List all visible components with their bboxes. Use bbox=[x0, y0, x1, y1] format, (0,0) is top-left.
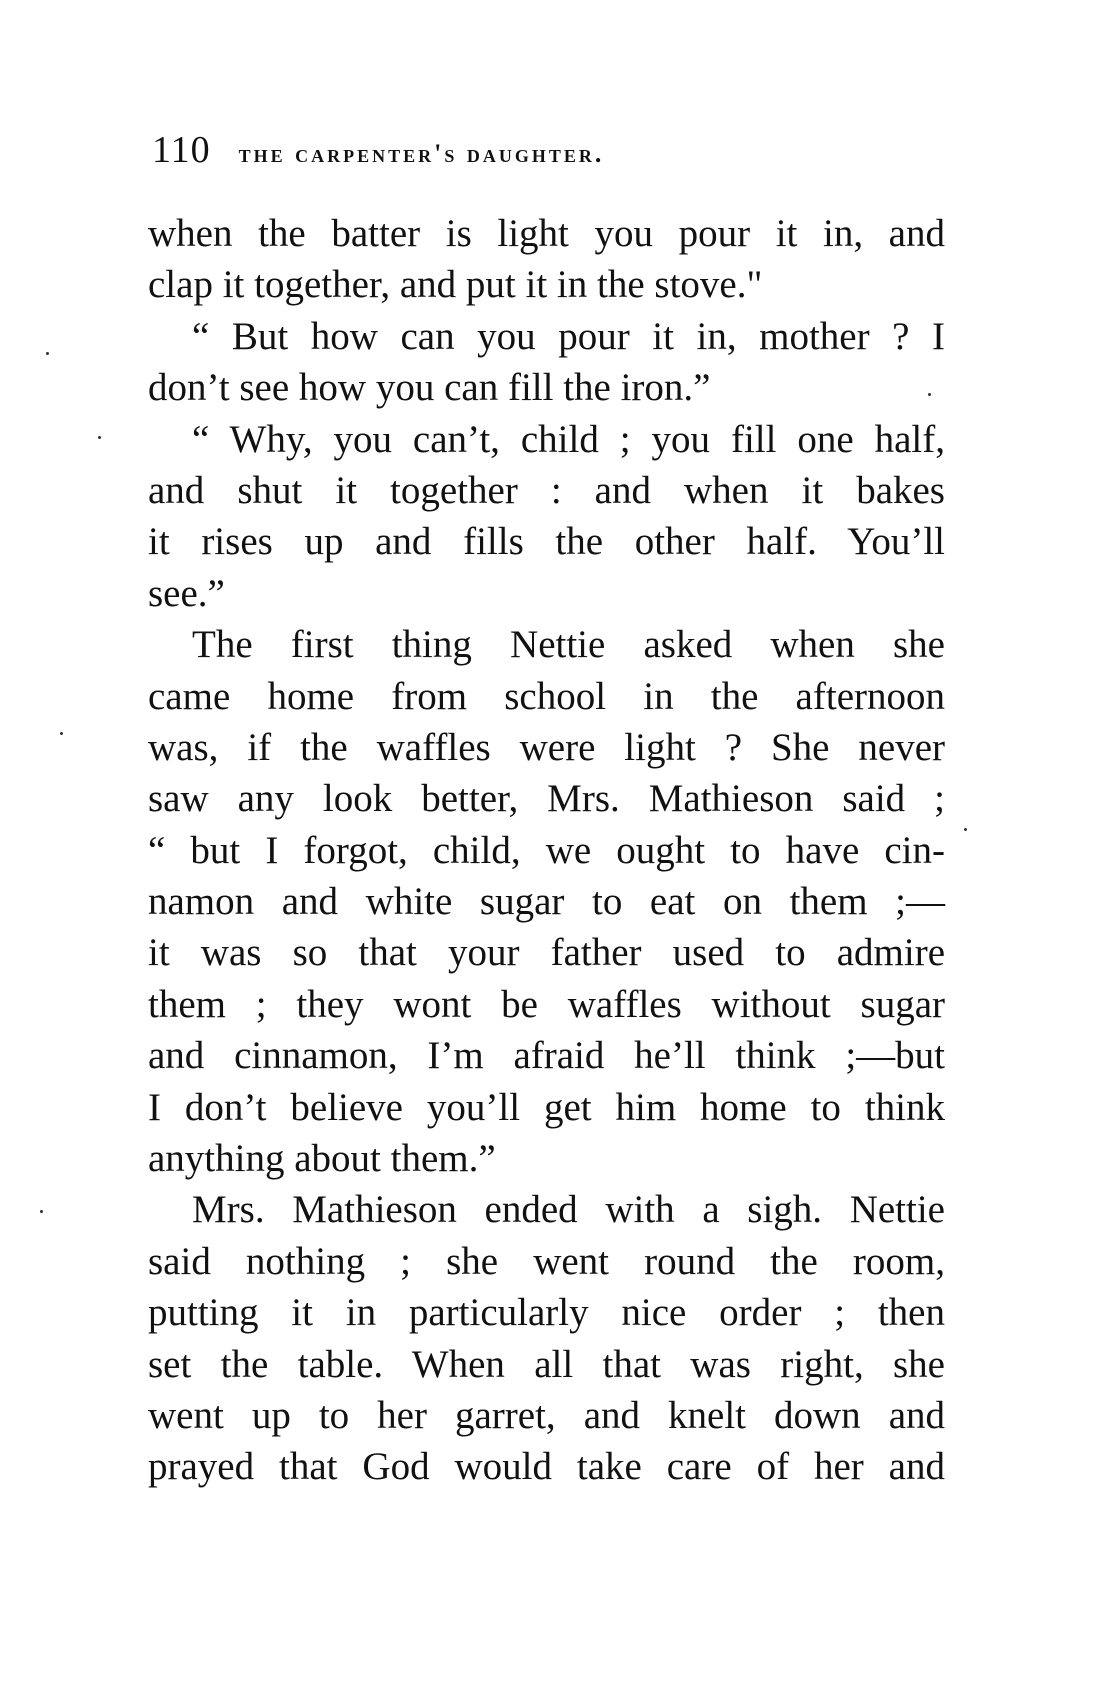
text-line: said nothing ; she went round the room, bbox=[148, 1239, 945, 1283]
text-line: when the batter is light you pour it in, and bbox=[148, 212, 945, 255]
text-line: The first thing Nettie asked when she bbox=[192, 623, 945, 667]
text-line: and cinnamon, I’m afraid he’ll think ;—but bbox=[148, 1034, 945, 1078]
text-line: “ Why, you can’t, child ; you fill one half, bbox=[192, 417, 945, 461]
text-line: namon and white sugar to eat on them ;— bbox=[148, 880, 945, 924]
speck bbox=[60, 732, 63, 735]
speck bbox=[46, 352, 49, 355]
page-header bbox=[152, 128, 952, 188]
text-line: I don’t believe you’ll get him home to think bbox=[148, 1085, 945, 1129]
text-line: clap it together, and put it in the stove." bbox=[148, 263, 763, 307]
speck bbox=[964, 828, 967, 831]
text-line: it was so that your father used to admire bbox=[148, 931, 945, 975]
running-title: the carpenter's daughter. bbox=[238, 139, 605, 168]
text-line: and shut it together : and when it bakes bbox=[148, 468, 945, 512]
text-line: putting it in particularly nice order ; then bbox=[148, 1291, 945, 1335]
text-line: don’t see how you can fill the iron.” bbox=[148, 366, 711, 410]
text-line: prayed that God would take care of her and bbox=[148, 1445, 945, 1489]
text-line: saw any look better, Mrs. Mathieson said ; bbox=[148, 777, 945, 821]
text-line: them ; they wont be waffles without sugar bbox=[148, 982, 945, 1026]
speck bbox=[98, 436, 101, 439]
text-line: anything about them.” bbox=[148, 1137, 496, 1181]
text-line: Mrs. Mathieson ended with a sigh. Nettie bbox=[192, 1188, 945, 1232]
text-line: went up to her garret, and knelt down and bbox=[148, 1393, 945, 1437]
text-line: set the table. When all that was right, she bbox=[148, 1342, 945, 1386]
text-line: was, if the waffles were light ? She never bbox=[148, 725, 945, 769]
text-line: “ but I forgot, child, we ought to have cin- bbox=[148, 828, 945, 872]
page-number: 110 bbox=[152, 129, 211, 171]
body-text bbox=[148, 208, 945, 1493]
text-line: came home from school in the afternoon bbox=[148, 674, 945, 718]
speck bbox=[40, 1210, 43, 1213]
text-line: “ But how can you pour it in, mother ? I bbox=[192, 314, 945, 358]
text-line: see.” bbox=[148, 571, 225, 615]
speck bbox=[928, 393, 931, 396]
text-line: it rises up and fills the other half. You’ll bbox=[148, 520, 945, 564]
